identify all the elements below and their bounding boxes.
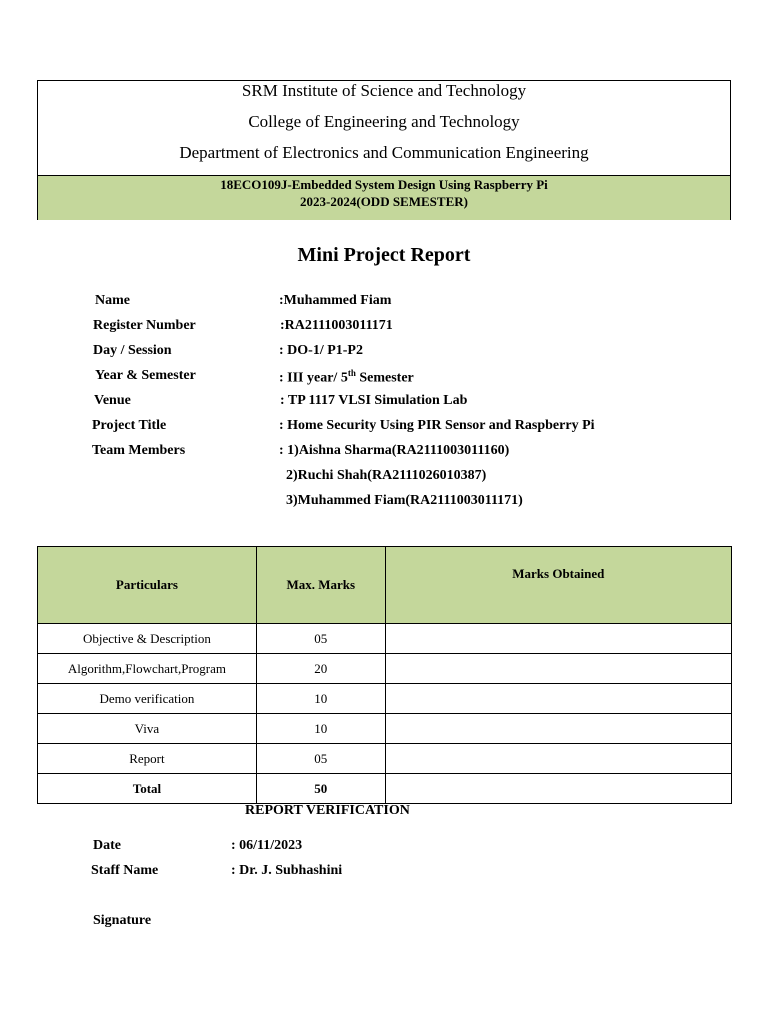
particular-cell: Report xyxy=(38,744,257,774)
total-max-cell: 50 xyxy=(256,774,385,804)
session-value: : DO-1/ P1-P2 xyxy=(279,343,363,358)
table-row xyxy=(38,654,732,684)
max-marks-cell: 05 xyxy=(256,624,385,654)
year-value: : III year/ 5th Semester xyxy=(279,368,414,386)
table-row xyxy=(38,744,732,774)
table-row xyxy=(38,624,732,654)
team-member-1: : 1)Aishna Sharma(RA2111003011160) xyxy=(279,443,510,458)
course-title: 18ECO109J-Embedded System Design Using Raspberry Pi xyxy=(220,177,548,192)
marks-obtained-cell xyxy=(385,714,731,744)
table-header-row xyxy=(38,547,732,624)
year-label: Year & Semester xyxy=(95,368,196,383)
max-marks-cell: 10 xyxy=(256,714,385,744)
particular-cell: Algorithm,Flowchart,Program xyxy=(38,654,257,684)
marks-obtained-cell xyxy=(385,654,731,684)
marks-table xyxy=(37,546,732,804)
report-title: Mini Project Report xyxy=(297,244,471,266)
team-member-2: 2)Ruchi Shah(RA2111026010387) xyxy=(286,468,487,483)
total-label-cell: Total xyxy=(38,774,257,804)
verification-title: REPORT VERIFICATION xyxy=(245,803,410,818)
college-name: College of Engineering and Technology xyxy=(248,112,520,131)
date-label: Date xyxy=(93,838,121,853)
session-label: Day / Session xyxy=(93,343,172,358)
course-band xyxy=(38,175,730,220)
team-label: Team Members xyxy=(92,443,186,458)
header-particulars: Particulars xyxy=(38,547,257,624)
staff-value: : Dr. J. Subhashini xyxy=(231,863,343,878)
institute-name: SRM Institute of Science and Technology xyxy=(241,81,527,100)
team-member-3: 3)Muhammed Fiam(RA2111003011171) xyxy=(286,493,523,508)
table-row xyxy=(38,684,732,714)
signature-label: Signature xyxy=(93,913,152,928)
project-label: Project Title xyxy=(92,418,167,433)
marks-obtained-cell xyxy=(385,684,731,714)
date-value: : 06/11/2023 xyxy=(231,838,303,853)
max-marks-cell: 05 xyxy=(256,744,385,774)
header-max-marks: Max. Marks xyxy=(256,547,385,624)
department-name: Department of Electronics and Communication Engineering xyxy=(179,143,589,162)
max-marks-cell: 10 xyxy=(256,684,385,714)
register-value: :RA2111003011171 xyxy=(280,318,393,333)
venue-value: : TP 1117 VLSI Simulation Lab xyxy=(280,393,468,408)
particular-cell: Demo verification xyxy=(38,684,257,714)
particular-cell: Objective & Description xyxy=(38,624,257,654)
marks-obtained-cell xyxy=(385,624,731,654)
project-value: : Home Security Using PIR Sensor and Raspberry Pi xyxy=(279,418,595,433)
name-label: Name xyxy=(95,293,130,308)
total-obtained-cell xyxy=(385,774,731,804)
staff-label: Staff Name xyxy=(91,863,159,878)
particular-cell: Viva xyxy=(38,714,257,744)
venue-label: Venue xyxy=(94,393,131,408)
header-marks-obtained: Marks Obtained xyxy=(385,547,731,624)
register-label: Register Number xyxy=(93,318,196,333)
semester-label: 2023-2024(ODD SEMESTER) xyxy=(300,194,468,209)
marks-obtained-cell xyxy=(385,744,731,774)
name-value: :Muhammed Fiam xyxy=(279,293,392,308)
total-row xyxy=(38,774,732,804)
header-box xyxy=(37,80,731,220)
max-marks-cell: 20 xyxy=(256,654,385,684)
table-row xyxy=(38,714,732,744)
